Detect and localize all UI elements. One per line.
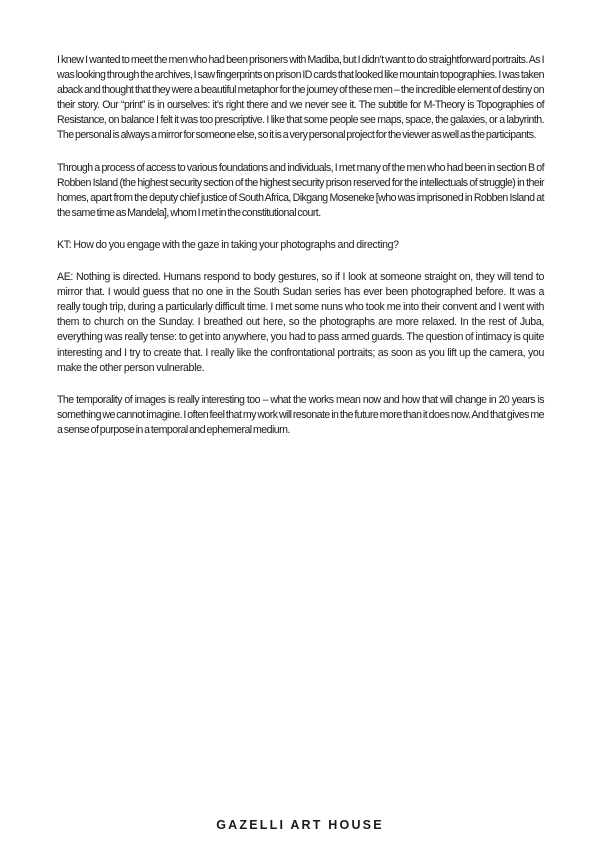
paragraph-4-answer: AE: Nothing is directed. Humans respond to body gestures, so if I look at someone straight on, they will tend to mirror that. I would guess that no one in the South Sudan series has ever been photographed before. It was a really tough trip, during a particularly difficult time. I met some nuns who took me into their convent and I went with them to church on the Sunday. I breathed out here, so the photographs are more relaxed. In the rest of Juba, everything was really tense: to get into anywhere, you had to pass armed guards. The question of intimacy is quite interesting and I try to create that. I really like the confrontational portraits; as soon as you lift up the camera, you make the other person vulnerable. [57, 271, 544, 374]
paragraph-5: The temporality of images is really interesting too – what the works mean now and how that will change in 20 years is something we cannot imagine. I often feel that my work will resonate in the future more than it does now. And that gives me a sense of purpose in a temporal and ephemeral medium. [57, 393, 544, 436]
paragraph-3-question: KT: How do you engage with the gaze in taking your photographs and directing? [57, 238, 399, 251]
article-body [57, 53, 544, 455]
paragraph-1: I knew I wanted to meet the men who had been prisoners with Madiba, but I didn’t want to do straightforward portraits. As I was looking through the archives, I saw fingerprints on prison ID cards that looked like mountain topographies. I was taken aback and thought that they were a beautiful metaphor for the journey of these men – the incredible element of destiny on their story. Our “print” is in ourselves: it’s right there and we never see it. The subtitle for M-Theory is Topographies of Resistance, on balance I felt it was too prescriptive. I like that some people see maps, space, the galaxies, or a labyrinth. The personal is always a mirror for someone else, so it is a very personal project for the viewer as well as the participants. [57, 54, 544, 142]
footer-brand: GAZELLI ART HOUSE [216, 818, 384, 832]
paragraph-2: Through a process of access to various foundations and individuals, I met many of the men who had been in section B of Robben Island (the highest security section of the highest security prison reserved for the intellectuals of struggle) in their homes, apart from the deputy chief justice of South Africa, Dikgang Moseneke [who was imprisoned in Robben Island at the same time as Mandela], whom I met in the constitutional court. [57, 161, 544, 219]
